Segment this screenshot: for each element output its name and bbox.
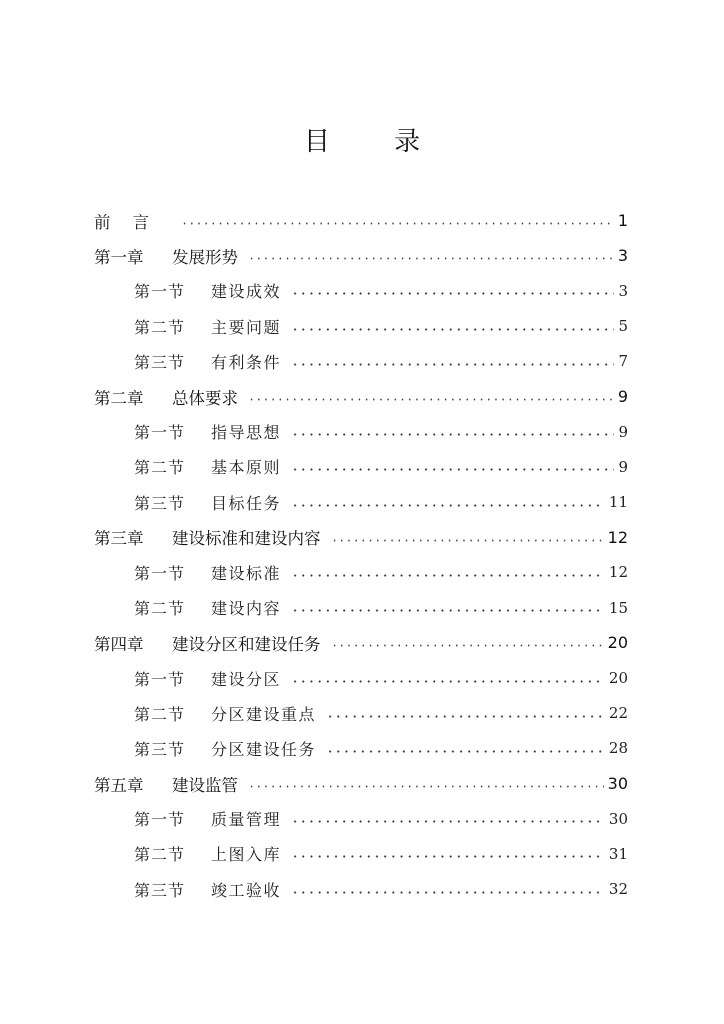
dot-leader [248,785,604,788]
section-title: 目标任务 [211,493,282,513]
toc-chapter-3[interactable] [94,520,628,555]
toc-page-number: 11 [608,493,628,512]
toc-page-number: 9 [618,422,628,441]
chapter-number: 第五章 [94,775,144,795]
toc-page-number: 20 [607,633,628,653]
dot-leader [291,363,614,366]
section-title: 基本原则 [211,458,282,478]
section-number: 第一节 [134,810,186,830]
dot-leader [291,820,605,823]
toc-page-number: 15 [608,598,628,617]
chapter-title: 建设分区和建设任务 [172,634,321,654]
section-title: 建设分区 [211,669,282,689]
dot-leader [291,855,605,858]
dot-leader [181,222,614,225]
toc-page-number: 32 [608,880,628,899]
section-number: 第三节 [134,739,186,759]
toc-chapter-2[interactable] [94,379,628,414]
toc-page-number: 31 [608,844,628,863]
dot-leader [326,750,605,753]
toc-page-number: 30 [608,809,628,828]
dot-leader [291,292,614,295]
page-title: 目 录 [303,127,449,157]
toc-page-number: 3 [617,246,628,266]
toc-section-4-1[interactable] [94,660,628,695]
dot-leader [326,715,605,718]
section-number: 第二节 [134,458,186,478]
toc-section-1-3[interactable] [94,344,628,379]
section-title: 质量管理 [211,810,282,830]
toc-page-number: 22 [608,704,628,723]
chapter-number: 第二章 [94,388,144,408]
toc-section-3-2[interactable] [94,590,628,625]
section-title: 建设内容 [211,599,282,619]
chapter-number: 第一章 [94,247,144,267]
section-title: 上图入库 [211,845,282,865]
toc-section-2-2[interactable] [94,449,628,484]
section-number: 第二节 [134,317,186,337]
dot-leader [291,504,605,507]
dot-leader [331,644,604,647]
toc-page-number: 12 [607,527,628,547]
dot-leader [291,468,614,471]
section-number: 第一节 [134,282,186,302]
toc-page-number: 3 [618,281,628,300]
section-number: 第二节 [134,599,186,619]
toc-section-4-3[interactable] [94,731,628,766]
section-title: 分区建设重点 [211,704,317,724]
toc-entry-preface[interactable] [94,203,628,238]
toc-section-1-1[interactable] [94,273,628,308]
toc-section-5-2[interactable] [94,836,628,871]
section-title: 指导思想 [211,423,282,443]
chapter-title: 总体要求 [172,388,238,408]
section-title: 分区建设任务 [211,739,317,759]
dot-leader [248,398,614,401]
chapter-number: 第四章 [94,634,144,654]
section-number: 第二节 [134,845,186,865]
dot-leader [291,433,614,436]
section-number: 第一节 [134,423,186,443]
toc-section-3-1[interactable] [94,555,628,590]
toc-page-number: 30 [607,774,628,794]
toc-section-1-2[interactable] [94,309,628,344]
section-title: 有利条件 [211,352,282,372]
section-title: 竣工验收 [211,880,282,900]
toc-chapter-1[interactable] [94,238,628,273]
section-title: 建设成效 [211,282,282,302]
toc-section-4-2[interactable] [94,696,628,731]
dot-leader [291,328,614,331]
section-number: 第三节 [134,880,186,900]
toc-section-5-3[interactable] [94,872,628,907]
toc-entry-label: 前言 [94,212,171,232]
section-number: 第一节 [134,563,186,583]
section-title: 主要问题 [211,317,282,337]
toc-page-number: 9 [617,387,628,407]
toc-section-2-1[interactable] [94,414,628,449]
section-number: 第一节 [134,669,186,689]
section-number: 第三节 [134,493,186,513]
chapter-title: 建设标准和建设内容 [172,529,321,549]
dot-leader [291,609,605,612]
toc-page-number: 20 [608,669,628,688]
chapter-number: 第三章 [94,529,144,549]
toc-page-number: 5 [618,317,628,336]
section-number: 第三节 [134,352,186,372]
dot-leader [291,680,605,683]
toc-page-number: 12 [608,563,628,582]
chapter-title: 发展形势 [172,247,238,267]
toc-chapter-5[interactable] [94,766,628,801]
dot-leader [291,574,605,577]
toc-section-5-1[interactable] [94,801,628,836]
toc-page-number: 28 [608,739,628,758]
toc-section-2-3[interactable] [94,485,628,520]
dot-leader [291,891,605,894]
toc-chapter-4[interactable] [94,625,628,660]
section-title: 建设标准 [211,563,282,583]
dot-leader [248,257,614,260]
chapter-title: 建设监管 [172,775,238,795]
section-number: 第二节 [134,704,186,724]
toc-page-number: 9 [618,457,628,476]
toc-page-number: 7 [618,352,628,371]
dot-leader [331,539,604,542]
table-of-contents [94,203,628,907]
toc-page-number: 1 [617,211,628,231]
